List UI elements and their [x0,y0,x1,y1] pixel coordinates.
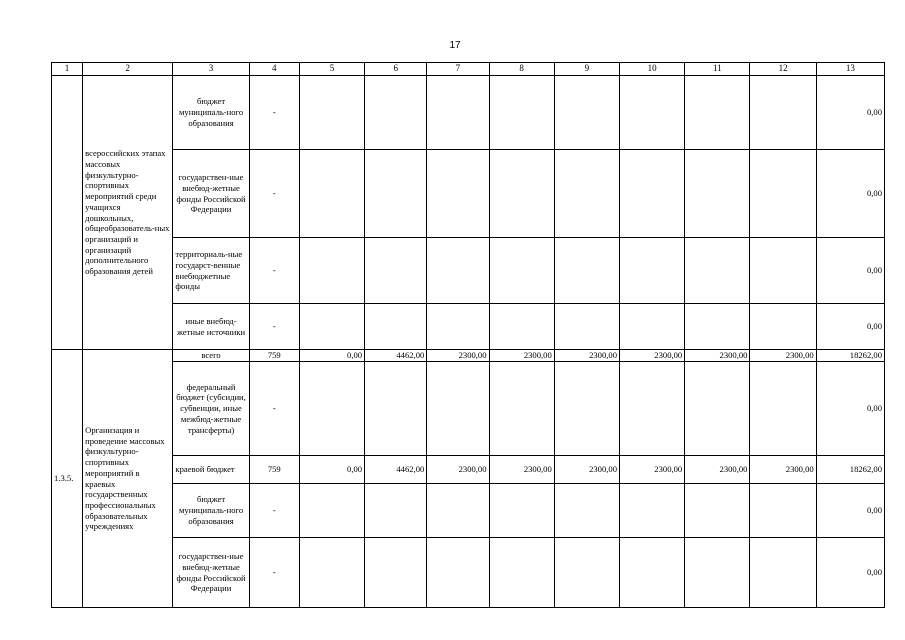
value-cell: - [249,484,299,538]
table-row [52,76,885,150]
funding-source: всего [173,350,249,362]
column-header: 4 [249,63,299,76]
funding-source: федеральный бюджет (субсидии, субвенции, иные межбюд-жетные трансферты) [173,362,249,456]
column-header: 11 [685,63,750,76]
value-cell: 2300,00 [427,350,489,362]
total-cell: 18262,00 [816,456,884,484]
funding-source: государствен-ные внебюд-жетные фонды Российской Федерации [173,150,249,238]
value-cell: - [249,538,299,608]
funding-source: территориаль-ные государст-венные внебюджетные фонды [173,238,249,304]
total-cell: 0,00 [816,538,884,608]
column-header: 3 [173,63,249,76]
total-cell: 18262,00 [816,350,884,362]
value-cell: 0,00 [299,350,364,362]
budget-table [51,62,885,608]
value-cell: 759 [249,456,299,484]
value-cell: 2300,00 [554,456,619,484]
value-cell: 4462,00 [365,350,427,362]
value-cell: - [249,150,299,238]
column-header: 13 [816,63,884,76]
row-code-cell [52,76,83,350]
value-cell: 2300,00 [620,350,685,362]
funding-source: бюджет муниципаль-ного образования [173,484,249,538]
value-cell: 759 [249,350,299,362]
total-cell: 0,00 [816,484,884,538]
funding-source: иные внебюд-жетные источники [173,304,249,350]
row-code: 1.3.5. [52,350,83,608]
value-cell: - [249,238,299,304]
table-row [52,150,885,238]
column-header: 6 [365,63,427,76]
total-cell: 0,00 [816,76,884,150]
column-header: 5 [299,63,364,76]
value-cell: 0,00 [299,456,364,484]
table-row [52,484,885,538]
column-header: 9 [554,63,619,76]
value-cell: 4462,00 [365,456,427,484]
total-cell: 0,00 [816,304,884,350]
value-cell: 2300,00 [685,456,750,484]
funding-source: бюджет муниципаль-ного образования [173,76,249,150]
value-cell: 2300,00 [620,456,685,484]
column-header: 12 [750,63,816,76]
activity-name: всероссийских этапах массовых физкультурно-спортивных мероприятий среди учащихся дошкольных, общеобразователь-ных организаций и организаций дополнительного образования детей [83,76,173,350]
value-cell: - [249,362,299,456]
total-cell: 0,00 [816,362,884,456]
value-cell: 2300,00 [685,350,750,362]
column-header: 10 [620,63,685,76]
column-header: 1 [52,63,83,76]
table-row [52,456,885,484]
table-row [52,538,885,608]
table-row [52,350,885,362]
column-header: 8 [489,63,554,76]
column-header: 7 [427,63,489,76]
value-cell: 2300,00 [750,456,816,484]
funding-source: государствен-ные внебюд-жетные фонды Российской Федерации [173,538,249,608]
value-cell: 2300,00 [427,456,489,484]
page-number: 17 [449,40,461,51]
value-cell: 2300,00 [489,456,554,484]
column-header: 2 [83,63,173,76]
value-cell: - [249,76,299,150]
column-number-row [52,63,885,76]
value-cell: 2300,00 [554,350,619,362]
value-cell: 2300,00 [489,350,554,362]
total-cell: 0,00 [816,238,884,304]
table-row [52,362,885,456]
funding-source: краевой бюджет [173,456,249,484]
total-cell: 0,00 [816,150,884,238]
activity-name: Организация и проведение массовых физкультурно-спортивных мероприятий в краевых государственных профессиональных образовательных учреждениях [83,350,173,608]
value-cell: - [249,304,299,350]
table-row [52,238,885,304]
table-row [52,304,885,350]
value-cell: 2300,00 [750,350,816,362]
